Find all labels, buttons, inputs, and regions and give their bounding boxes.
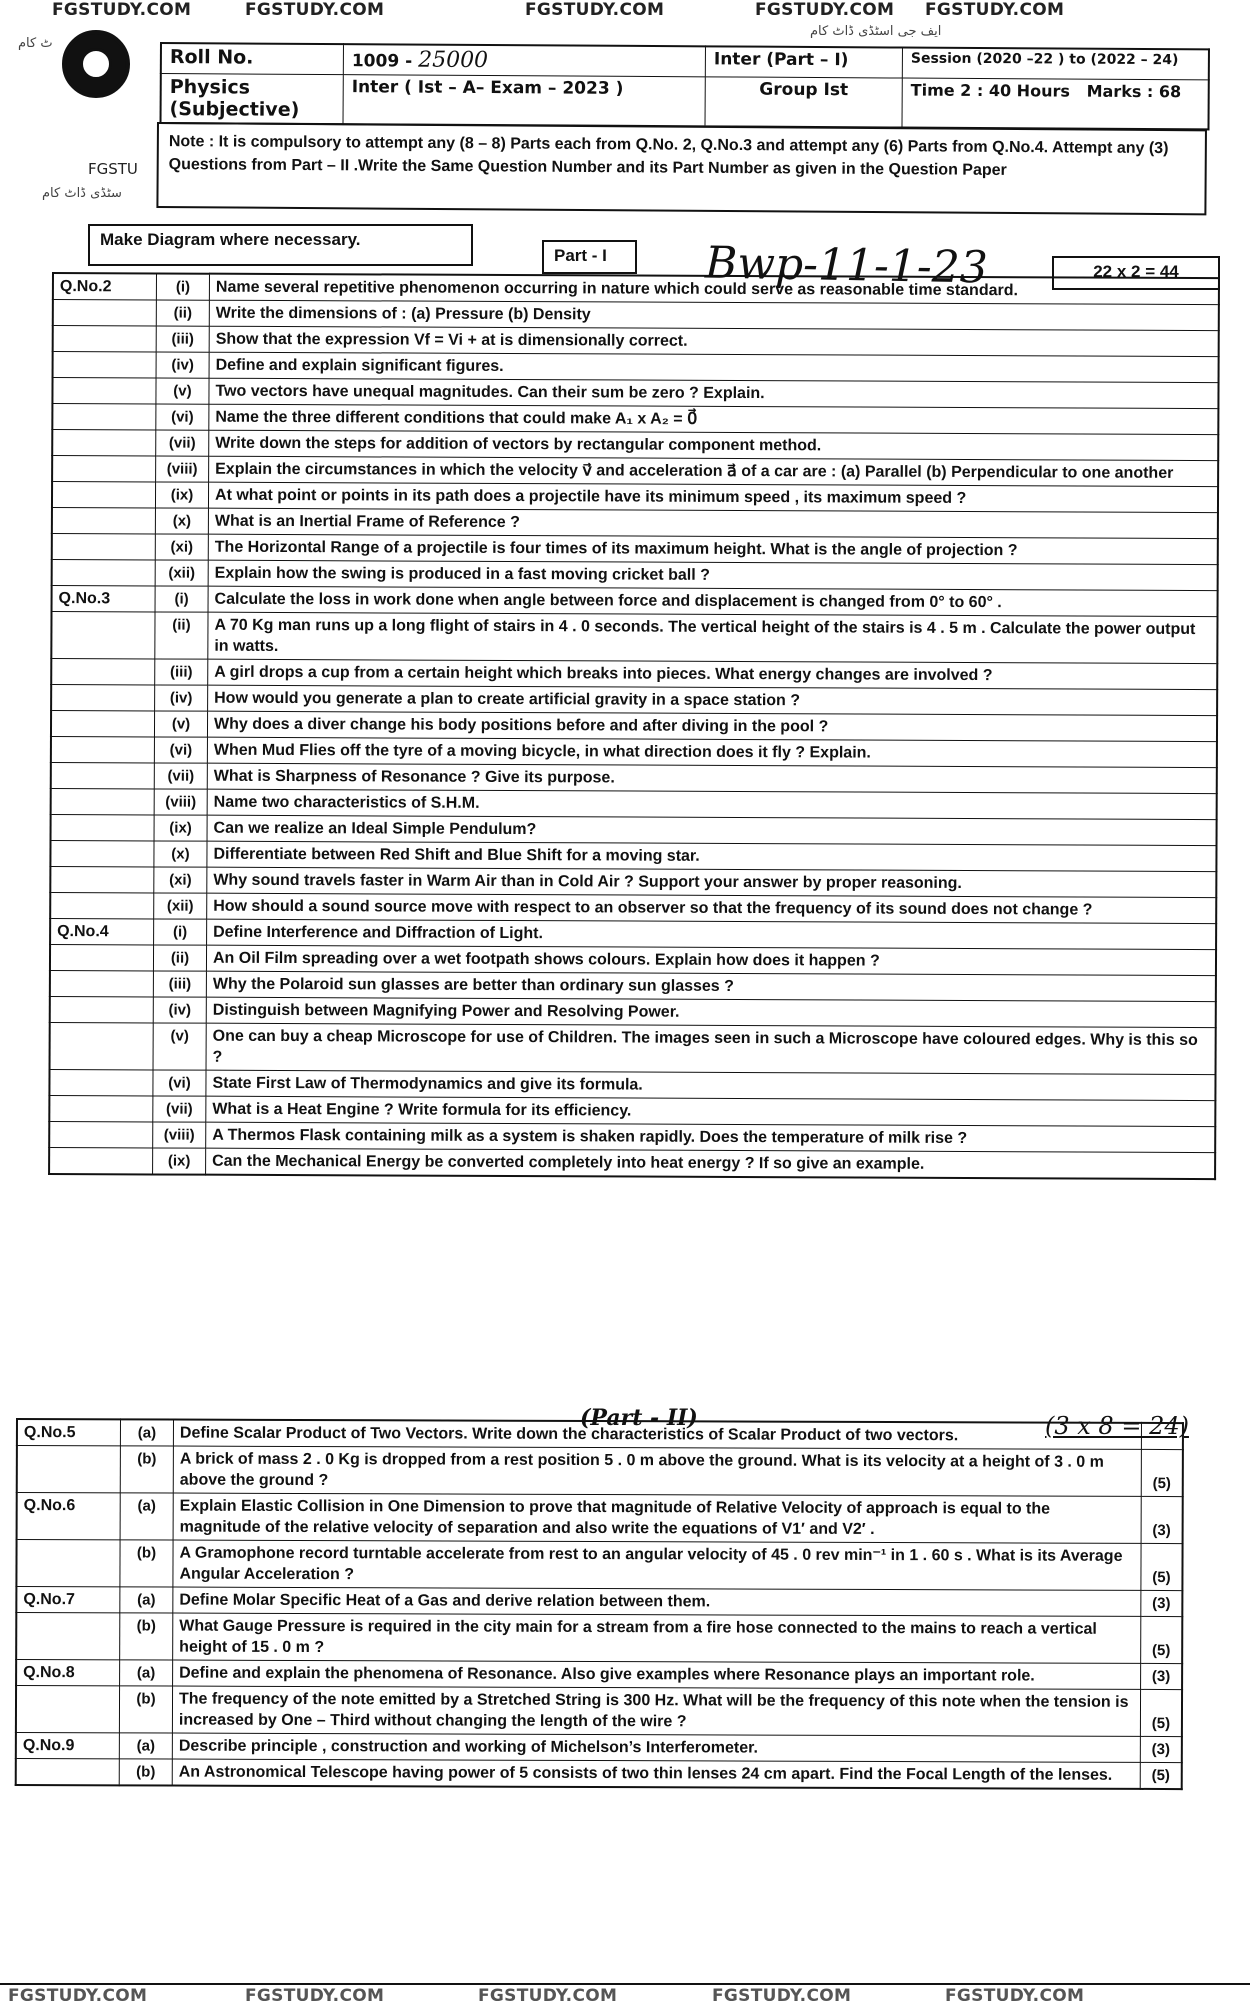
part-number: (b) [120, 1613, 173, 1660]
question-text: Why the Polaroid sun glasses are better than ordinary sun glasses ? [206, 971, 1216, 1001]
part-number: (a) [119, 1733, 172, 1759]
part-number: (vi) [153, 1070, 206, 1096]
exam-name: Inter ( Ist – A– Exam – 2023 ) [343, 75, 705, 127]
question-text: At what point or points in its path does a projectile have its minimum speed , its maximum speed ? [208, 482, 1218, 512]
level: Inter (Part – I) [705, 46, 902, 78]
part-number: (ix) [153, 1148, 206, 1175]
question-text: An Astronomical Telescope having power of 5 consists of two thin lenses 24 cm apart. Find the Focal Length of the lenses. [172, 1759, 1140, 1789]
part-number: (a) [120, 1493, 173, 1540]
question-row [16, 1686, 1182, 1737]
question-number [52, 430, 156, 456]
question-number [50, 970, 154, 996]
question-text: Differentiate between Red Shift and Blue Shift for a moving star. [207, 841, 1217, 871]
part-number: (x) [154, 841, 207, 867]
part-1-questions-table [48, 272, 1220, 1180]
time: Time 2 : 40 Hours [910, 80, 1070, 101]
question-number [52, 560, 156, 586]
question-text: Why does a diver change his body positions before and after diving in the pool ? [207, 711, 1217, 741]
question-number [53, 326, 157, 352]
diagram-instruction: Make Diagram where necessary. [88, 224, 473, 266]
question-number [50, 996, 154, 1022]
part-number: (a) [120, 1660, 173, 1686]
part-number: (vii) [154, 763, 207, 789]
question-number: Q.No.7 [16, 1587, 120, 1613]
part-number: (a) [120, 1587, 173, 1613]
part-number: (iii) [153, 971, 206, 997]
page-bottom-border [0, 1983, 1250, 1985]
part-number: (ii) [153, 945, 206, 971]
question-text: Define and explain the phenomena of Resonance. Also give examples where Resonance plays an important role. [173, 1660, 1141, 1689]
question-number [52, 456, 156, 482]
question-number [51, 736, 155, 762]
part-number: (xii) [154, 893, 207, 919]
question-text: Name two characteristics of S.H.M. [207, 789, 1217, 819]
exam-header-table [159, 42, 1209, 130]
part-number: (v) [154, 711, 207, 737]
question-number [16, 1686, 120, 1733]
part-number: (v) [156, 378, 209, 404]
question-number [50, 944, 154, 970]
roll-no-value [343, 44, 705, 77]
question-text: What is a Heat Engine ? Write formula for its efficiency. [206, 1096, 1216, 1126]
part-number: (ii) [155, 612, 208, 659]
question-number [53, 352, 157, 378]
question-number: Q.No.6 [17, 1493, 121, 1540]
question-number [50, 892, 154, 918]
part-number: (iii) [156, 326, 209, 352]
question-text: Explain the circumstances in which the velocity v⃗ and acceleration a⃗ of a car are : (a) Parallel (b) Perpendicular to one another [209, 456, 1219, 486]
question-row [16, 1759, 1182, 1790]
marks [1141, 1423, 1183, 1450]
question-text: How should a sound source move with respect to an observer so that the frequency of its sound does not change ? [207, 893, 1217, 923]
part-2-questions-table [15, 1418, 1184, 1790]
watermark: FGSTUDY.COM [8, 1986, 148, 2006]
part-number: (iii) [155, 659, 208, 685]
question-text: How would you generate a plan to create artificial gravity in a space station ? [208, 685, 1218, 715]
question-number [49, 1121, 153, 1147]
question-row [16, 1660, 1182, 1690]
question-number: Q.No.9 [16, 1733, 120, 1759]
watermark: FGSTUDY.COM [525, 0, 665, 20]
question-text: Why sound travels faster in Warm Air than in Cold Air ? Support your answer by proper reasoning. [207, 867, 1217, 897]
part-number: (viii) [154, 789, 207, 815]
marks: (3) [1141, 1663, 1183, 1689]
question-row [16, 1733, 1182, 1763]
watermark: FGSTUDY.COM [755, 0, 895, 20]
question-number: Q.No.4 [50, 918, 154, 944]
question-number [50, 840, 154, 866]
part-number: (b) [119, 1686, 172, 1733]
question-row [16, 1540, 1182, 1591]
question-number [49, 1147, 153, 1174]
part-2-marks: (3 x 8 = 24) [1045, 1412, 1189, 1440]
watermark: FGSTUDY.COM [712, 1986, 852, 2006]
question-number [52, 482, 156, 508]
question-number [52, 378, 156, 404]
question-text: Describe principle , construction and working of Michelson’s Interferometer. [172, 1733, 1140, 1762]
part-number: (iv) [155, 685, 208, 711]
part-number: (b) [119, 1759, 172, 1786]
question-text: Two vectors have unequal magnitudes. Can their sum be zero ? Explain. [209, 378, 1219, 408]
question-number [51, 711, 155, 737]
question-text: Write down the steps for addition of vectors by rectangular component method. [209, 430, 1219, 460]
question-number [51, 612, 155, 659]
part-number: (iv) [156, 352, 209, 378]
question-row [17, 1419, 1183, 1450]
urdu-watermark-left: ٹ کام [18, 36, 53, 51]
question-row [16, 1613, 1182, 1664]
marks: (5) [1141, 1616, 1183, 1663]
marks: (3) [1141, 1590, 1183, 1616]
question-text: Name several repetitive phenomenon occurring in nature which could serve as reasonable time standard. [209, 274, 1219, 305]
marks: (5) [1141, 1449, 1183, 1496]
question-row [49, 1147, 1215, 1179]
question-number [52, 404, 156, 430]
time-marks [902, 78, 1209, 129]
part-number: (i) [155, 586, 208, 612]
part-number: (b) [120, 1446, 173, 1493]
part-number: (xi) [154, 867, 207, 893]
marks: (5) [1141, 1543, 1183, 1590]
question-text: A brick of mass 2 . 0 Kg is dropped from a rest position 5 . 0 m above the ground. What is its velocity at a height of 3 . 0 m above the ground ? [173, 1446, 1141, 1496]
question-text: Can we realize an Ideal Simple Pendulum? [207, 815, 1217, 845]
question-row [17, 1446, 1183, 1497]
instructions-note: Note : It is compulsory to attempt any (8 – 8) Parts each from Q.No. 2, Q.No.3 and attempt any (6) Parts from Q.No.4. Attempt any (3) Questions from Part – II .Write the Same Question Number and its Part Number as given in the Question Paper [156, 122, 1207, 215]
question-text: Define Molar Specific Heat of a Gas and derive relation between them. [173, 1587, 1141, 1616]
marks: (5) [1140, 1762, 1182, 1789]
roll-handwritten: 25000 [418, 47, 489, 74]
part-number: (x) [155, 508, 208, 534]
watermark: FGSTUDY.COM [925, 0, 1065, 20]
roll-prefix: 1009 - [351, 51, 413, 72]
question-number [51, 788, 155, 814]
watermark: FGSTUDY.COM [478, 1986, 618, 2006]
question-row [50, 1022, 1216, 1074]
watermark: FGSTUDY.COM [245, 0, 385, 20]
question-number [49, 1095, 153, 1121]
question-text: One can buy a cheap Microscope for use of Children. The images seen in such a Microscope have coloured edges. Why is this so ? [206, 1023, 1216, 1074]
question-number [50, 866, 154, 892]
urdu-watermark: ایف جی اسٹڈی ڈاٹ کام [810, 24, 942, 39]
part-number: (vii) [153, 1096, 206, 1122]
question-number [53, 300, 157, 326]
question-text: Write the dimensions of : (a) Pressure (b) Density [209, 300, 1219, 330]
question-text: A girl drops a cup from a certain height which breaks into pieces. What energy changes are involved ? [208, 659, 1218, 689]
question-number [51, 814, 155, 840]
part-number: (b) [120, 1540, 173, 1587]
session: Session (2020 –22 ) to (2022 – 24) [902, 48, 1209, 80]
part-1-marks: 22 x 2 = 44 [1052, 256, 1220, 290]
question-number [16, 1540, 120, 1587]
question-text: Can the Mechanical Energy be converted completely into heat energy ? If so give an example. [206, 1148, 1216, 1179]
group: Group Ist [705, 77, 902, 128]
subject-type: (Subjective) [169, 98, 300, 121]
part-number: (ix) [154, 815, 207, 841]
question-text: An Oil Film spreading over a wet footpath shows colours. Explain how does it happen ? [206, 945, 1216, 975]
question-number [52, 508, 156, 534]
question-text: What is Sharpness of Resonance ? Give its purpose. [207, 763, 1217, 793]
marks: (5) [1140, 1689, 1182, 1736]
question-text: A 70 Kg man runs up a long flight of stairs in 4 . 0 seconds. The vertical height of the stairs is 4 . 5 m . Calculate the power output in watts. [208, 612, 1218, 663]
marks: (3) [1141, 1496, 1183, 1543]
marks: (3) [1140, 1736, 1182, 1762]
question-text: Define Scalar Product of Two Vectors. Write down the characteristics of Scalar Product of two vectors. [173, 1420, 1141, 1450]
roll-no-label: Roll No. [161, 43, 344, 75]
question-text: Explain how the swing is produced in a fast moving cricket ball ? [208, 560, 1218, 590]
part-number: (xii) [155, 560, 208, 586]
side-watermark: FGSTU [88, 160, 138, 178]
part-number: (viii) [153, 1122, 206, 1148]
question-number [52, 534, 156, 560]
question-text: Name the three different conditions that could make A₁ x A₂ = 0⃗ [209, 404, 1219, 434]
watermark: FGSTUDY.COM [245, 1986, 385, 2006]
question-text: The frequency of the note emitted by a Stretched String is 300 Hz. What will be the frequency of this note when the tension is increased by One – Third without changing the length of the wire ? [172, 1686, 1140, 1736]
part-number: (vi) [154, 737, 207, 763]
question-number [16, 1759, 120, 1786]
question-number: Q.No.3 [52, 586, 156, 612]
question-number [16, 1613, 120, 1660]
urdu-watermark-left2: سٹڈی ڈاٹ کام [42, 186, 122, 201]
part-number: (vi) [156, 404, 209, 430]
question-text: A Gramophone record turntable accelerate from rest to an angular velocity of 45 . 0 rev min⁻¹ in 1 . 60 s . What is its Average Angular Acceleration ? [173, 1540, 1141, 1590]
question-number: Q.No.8 [16, 1660, 120, 1686]
question-number [51, 659, 155, 685]
question-number: Q.No.2 [53, 273, 157, 300]
part-number: (v) [153, 1023, 206, 1070]
question-text: State First Law of Thermodynamics and give its formula. [206, 1070, 1216, 1100]
question-text: Show that the expression Vf = Vi + at is dimensionally correct. [209, 326, 1219, 356]
question-text: The Horizontal Range of a projectile is four times of its maximum height. What is the angle of projection ? [208, 534, 1218, 564]
part-number: (i) [154, 919, 207, 945]
part-number: (a) [120, 1419, 173, 1446]
question-number [50, 1022, 154, 1069]
question-text: Define and explain significant figures. [209, 352, 1219, 382]
part-number: (viii) [156, 456, 209, 482]
question-number [51, 685, 155, 711]
part-1-label: Part - I [542, 240, 637, 274]
part-number: (ix) [155, 482, 208, 508]
part-number: (iv) [153, 997, 206, 1023]
board-logo-icon [62, 30, 130, 98]
question-text: Define Interference and Diffraction of Light. [207, 919, 1217, 949]
part-number: (i) [156, 273, 209, 300]
question-row [16, 1587, 1182, 1617]
part-number: (vii) [156, 430, 209, 456]
question-number [17, 1446, 121, 1493]
question-text: A Thermos Flask containing milk as a system is shaken rapidly. Does the temperature of milk rise ? [206, 1122, 1216, 1152]
question-text: When Mud Flies off the tyre of a moving bicycle, in what direction does it fly ? Explain. [207, 737, 1217, 767]
question-text: What is an Inertial Frame of Reference ? [208, 508, 1218, 538]
question-row [17, 1493, 1183, 1544]
subject-name: Physics [169, 76, 251, 99]
question-number: Q.No.5 [17, 1419, 121, 1446]
part-number: (xi) [155, 534, 208, 560]
watermark: FGSTUDY.COM [52, 0, 192, 20]
part-2-label: (Part - II) [580, 1405, 698, 1431]
question-text: Explain Elastic Collision in One Dimension to prove that magnitude of Relative Velocity of approach is equal to the magnitude of the relative velocity of separation and also write the equations of V1′ and V2′ . [173, 1493, 1141, 1543]
paper-code-handwritten: Bwp-11-1-23 [704, 237, 989, 294]
subject [161, 74, 344, 125]
question-number [49, 1069, 153, 1095]
marks: Marks : 68 [1086, 81, 1182, 102]
question-number [51, 762, 155, 788]
question-text: What Gauge Pressure is required in the city main for a stream from a fire hose connected to the mains to reach a vertical height of 15 . 0 m ? [173, 1613, 1141, 1663]
question-text: Distinguish between Magnifying Power and Resolving Power. [206, 997, 1216, 1027]
watermark: FGSTUDY.COM [945, 1986, 1085, 2006]
part-number: (ii) [156, 300, 209, 326]
question-text: Calculate the loss in work done when angle between force and displacement is changed from 0° to 60° . [208, 586, 1218, 616]
question-row [51, 612, 1217, 664]
